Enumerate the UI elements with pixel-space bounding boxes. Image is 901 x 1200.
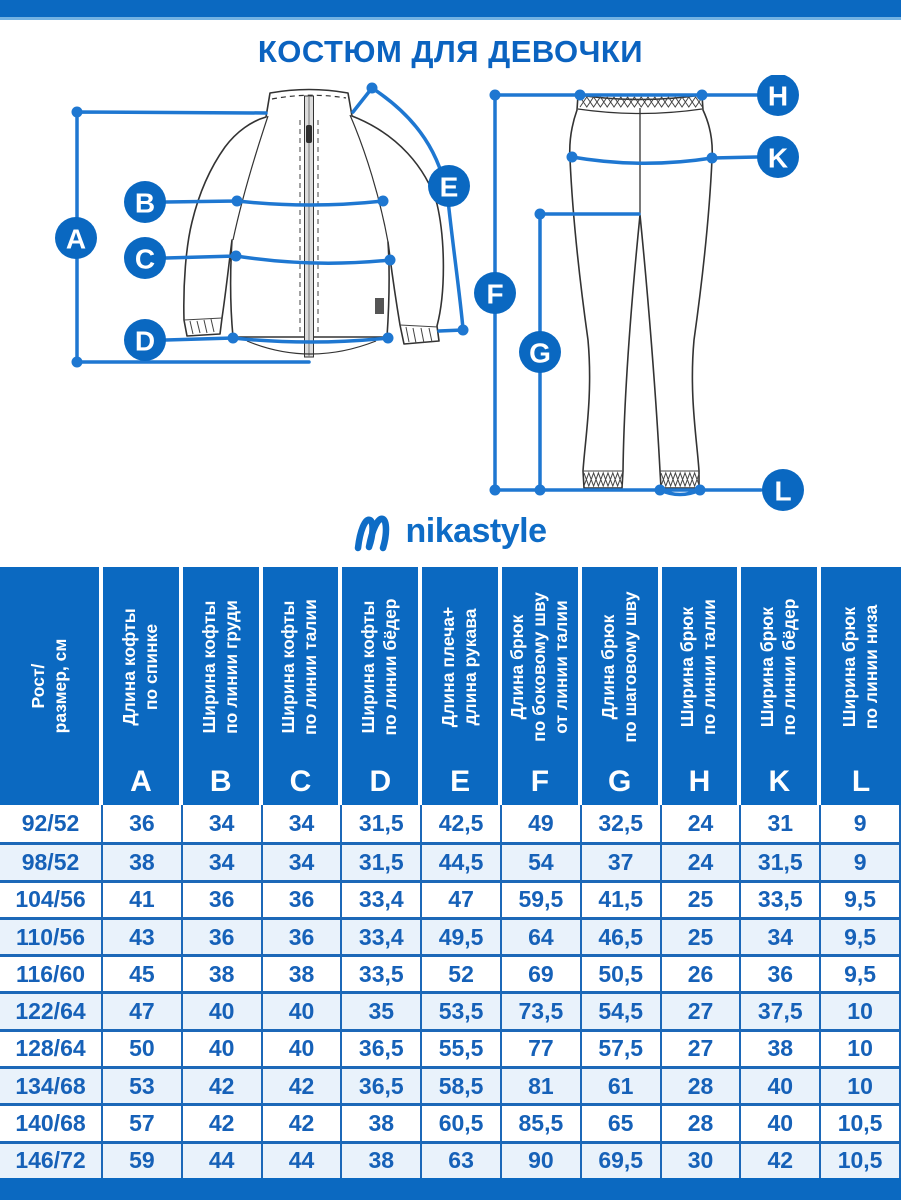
header-label-line: Длина кофты — [119, 608, 140, 726]
col-header-label — [839, 605, 883, 729]
measure-label-d — [124, 319, 166, 361]
label-g: G — [529, 337, 551, 369]
value-cell: 42 — [183, 1103, 263, 1140]
col-header-e — [422, 567, 502, 805]
value-cell: 30 — [662, 1141, 742, 1178]
header-label-line: по линии талии — [699, 599, 720, 735]
col-letter: K — [768, 765, 791, 798]
header-label-line: Ширина кофты — [358, 600, 379, 734]
value-cell: 36 — [263, 917, 343, 954]
value-cell: 38 — [183, 954, 263, 991]
value-cell: 44 — [263, 1141, 343, 1178]
size-cell: 104/56 — [0, 880, 103, 917]
value-cell: 69,5 — [582, 1141, 662, 1178]
value-cell: 41,5 — [582, 880, 662, 917]
value-cell: 9,5 — [821, 954, 901, 991]
value-cell: 49 — [502, 805, 582, 842]
value-cell: 90 — [502, 1141, 582, 1178]
col-letter: H — [688, 765, 711, 798]
col-header-g — [582, 567, 662, 805]
value-cell: 33,5 — [741, 880, 821, 917]
header-label-line: Длина брюк — [507, 614, 528, 720]
header-label-line: по линии талии — [300, 599, 321, 735]
value-cell: 36 — [183, 917, 263, 954]
table-row — [0, 1103, 901, 1140]
value-cell: 31,5 — [342, 805, 422, 842]
table-row — [0, 1029, 901, 1066]
value-cell: 38 — [263, 954, 343, 991]
value-cell: 40 — [741, 1103, 821, 1140]
table-row — [0, 991, 901, 1028]
size-cell: 140/68 — [0, 1103, 103, 1140]
value-cell: 57,5 — [582, 1029, 662, 1066]
value-cell: 40 — [263, 991, 343, 1028]
header-label-line: Длина брюк — [597, 614, 618, 720]
value-cell: 42 — [263, 1066, 343, 1103]
value-cell: 77 — [502, 1029, 582, 1066]
value-cell: 52 — [422, 954, 502, 991]
value-cell: 64 — [502, 917, 582, 954]
value-cell: 59 — [103, 1141, 183, 1178]
value-cell: 40 — [183, 991, 263, 1028]
header-label-line: по линии груди — [220, 600, 241, 734]
value-cell: 45 — [103, 954, 183, 991]
value-cell: 9 — [821, 805, 901, 842]
header-label-line: Ширина кофты — [278, 600, 299, 734]
page-title: КОСТЮМ ДЛЯ ДЕВОЧКИ — [257, 34, 644, 69]
header-label-line: по линии бёдер — [380, 598, 401, 736]
value-cell: 37,5 — [741, 991, 821, 1028]
col-header-label — [598, 591, 642, 742]
value-cell: 27 — [662, 1029, 742, 1066]
value-cell: 69 — [502, 954, 582, 991]
header-label-line: по шаговому шву — [619, 591, 640, 743]
header-label-line: Ширина брюк — [839, 606, 860, 728]
value-cell: 54,5 — [582, 991, 662, 1028]
label-e: E — [439, 171, 459, 203]
col-header-h — [662, 567, 742, 805]
value-cell: 38 — [342, 1103, 422, 1140]
table-row — [0, 954, 901, 991]
size-table — [0, 567, 901, 1178]
label-a: A — [65, 223, 87, 255]
value-cell: 44,5 — [422, 842, 502, 879]
col-letter: A — [130, 765, 152, 798]
value-cell: 36 — [741, 954, 821, 991]
value-cell: 27 — [662, 991, 742, 1028]
value-cell: 73,5 — [502, 991, 582, 1028]
value-cell: 54 — [502, 842, 582, 879]
value-cell: 36 — [103, 805, 183, 842]
value-cell: 42,5 — [422, 805, 502, 842]
header-label-line: Ширина кофты — [198, 600, 219, 734]
value-cell: 60,5 — [422, 1103, 502, 1140]
col-header-label — [279, 599, 323, 735]
value-cell: 46,5 — [582, 917, 662, 954]
value-cell: 44 — [183, 1141, 263, 1178]
value-cell: 40 — [183, 1029, 263, 1066]
value-cell: 33,4 — [342, 880, 422, 917]
col-header-l — [821, 567, 901, 805]
pants-diagram — [570, 95, 712, 488]
value-cell: 34 — [183, 805, 263, 842]
value-cell: 40 — [741, 1066, 821, 1103]
col-letter: E — [450, 765, 471, 798]
value-cell: 24 — [662, 805, 742, 842]
value-cell: 38 — [741, 1029, 821, 1066]
value-cell: 26 — [662, 954, 742, 991]
measure-label-k — [757, 136, 799, 178]
brand-logo-text: nikastyle — [405, 511, 547, 550]
value-cell: 10 — [821, 991, 901, 1028]
size-cell: 122/64 — [0, 991, 103, 1028]
value-cell: 43 — [103, 917, 183, 954]
measure-label-g — [519, 331, 561, 373]
table-row — [0, 1141, 901, 1178]
value-cell: 42 — [183, 1066, 263, 1103]
measure-line-d — [166, 338, 388, 342]
measurement-diagram — [0, 75, 901, 515]
col-header-label — [757, 598, 801, 735]
size-cell: 92/52 — [0, 805, 103, 842]
value-cell: 28 — [662, 1103, 742, 1140]
pants-outline — [570, 95, 712, 488]
label-h: H — [767, 80, 789, 112]
value-cell: 36 — [263, 880, 343, 917]
header-label-line: длина рукава — [460, 608, 481, 726]
value-cell: 41 — [103, 880, 183, 917]
jacket-side-tag — [375, 298, 384, 314]
measure-line-l — [495, 490, 761, 495]
value-cell: 81 — [502, 1066, 582, 1103]
measure-label-f — [474, 272, 516, 314]
col-header-label — [438, 607, 482, 727]
value-cell: 34 — [183, 842, 263, 879]
header-label-line: по спинке — [140, 623, 161, 711]
value-cell: 53,5 — [422, 991, 502, 1028]
header-label-line: по линии низа — [861, 604, 882, 730]
header-label-line: от линии талии — [550, 600, 571, 734]
col-header-k — [741, 567, 821, 805]
measure-label-e — [428, 165, 470, 207]
measure-label-a — [55, 217, 97, 259]
value-cell: 36,5 — [342, 1029, 422, 1066]
value-cell: 9 — [821, 842, 901, 879]
header-label-line: Рост/ — [27, 663, 48, 709]
value-cell: 50,5 — [582, 954, 662, 991]
jacket-zipper-pull — [306, 125, 312, 143]
col-header-d — [342, 567, 422, 805]
value-cell: 9,5 — [821, 917, 901, 954]
header-label-line: размер, см — [49, 638, 70, 734]
top-bar-accent-line — [0, 17, 901, 20]
value-cell: 28 — [662, 1066, 742, 1103]
col-header-label — [199, 600, 243, 734]
size-cell: 98/52 — [0, 842, 103, 879]
value-cell: 57 — [103, 1103, 183, 1140]
measure-label-l — [762, 469, 804, 511]
size-cell: 134/68 — [0, 1066, 103, 1103]
size-cell: 110/56 — [0, 917, 103, 954]
value-cell: 59,5 — [502, 880, 582, 917]
table-row — [0, 805, 901, 842]
value-cell: 31 — [741, 805, 821, 842]
measure-label-b — [124, 181, 166, 223]
value-cell: 10 — [821, 1029, 901, 1066]
value-cell: 42 — [741, 1141, 821, 1178]
measure-label-c — [124, 237, 166, 279]
top-bar — [0, 0, 901, 17]
value-cell: 55,5 — [422, 1029, 502, 1066]
col-header-label — [358, 598, 402, 735]
value-cell: 25 — [662, 917, 742, 954]
value-cell: 58,5 — [422, 1066, 502, 1103]
value-cell: 32,5 — [582, 805, 662, 842]
table-row — [0, 1066, 901, 1103]
value-cell: 49,5 — [422, 917, 502, 954]
value-cell: 35 — [342, 991, 422, 1028]
size-cell: 146/72 — [0, 1141, 103, 1178]
value-cell: 10,5 — [821, 1141, 901, 1178]
header-label-line: Ширина брюк — [757, 606, 778, 728]
value-cell: 63 — [422, 1141, 502, 1178]
value-cell: 36 — [183, 880, 263, 917]
label-c: C — [134, 243, 156, 275]
value-cell: 85,5 — [502, 1103, 582, 1140]
header-label-line: Длина плеча+ — [438, 606, 459, 728]
col-header-label — [119, 608, 163, 725]
col-header-size-label — [28, 639, 72, 734]
value-cell: 9,5 — [821, 880, 901, 917]
value-cell: 65 — [582, 1103, 662, 1140]
value-cell: 36,5 — [342, 1066, 422, 1103]
brand-logo-icon — [354, 509, 394, 553]
col-header-f — [502, 567, 582, 805]
label-l: L — [774, 475, 792, 507]
col-letter: B — [209, 765, 232, 798]
col-letter: G — [608, 765, 632, 798]
col-letter: D — [369, 765, 392, 798]
value-cell: 47 — [422, 880, 502, 917]
value-cell: 33,5 — [342, 954, 422, 991]
value-cell: 38 — [103, 842, 183, 879]
value-cell: 10 — [821, 1066, 901, 1103]
table-row — [0, 842, 901, 879]
table-row — [0, 917, 901, 954]
value-cell: 42 — [263, 1103, 343, 1140]
header-label-line: по боковому шву — [528, 592, 549, 742]
bottom-bar — [0, 1178, 901, 1200]
label-b: B — [134, 187, 156, 219]
col-header-label — [678, 599, 722, 735]
value-cell: 34 — [741, 917, 821, 954]
value-cell: 37 — [582, 842, 662, 879]
value-cell: 10,5 — [821, 1103, 901, 1140]
col-header-label — [507, 592, 573, 742]
table-row — [0, 880, 901, 917]
table-header-row — [0, 567, 901, 805]
value-cell: 34 — [263, 805, 343, 842]
value-cell: 47 — [103, 991, 183, 1028]
label-k: K — [767, 142, 789, 174]
brand-logo — [0, 506, 901, 556]
header-label-line: Ширина брюк — [677, 606, 698, 728]
col-header-c — [263, 567, 343, 805]
value-cell: 24 — [662, 842, 742, 879]
value-cell: 50 — [103, 1029, 183, 1066]
col-letter: L — [851, 765, 871, 798]
value-cell: 53 — [103, 1066, 183, 1103]
col-header-a — [103, 567, 183, 805]
label-f: F — [486, 278, 504, 310]
value-cell: 34 — [263, 842, 343, 879]
value-cell: 31,5 — [342, 842, 422, 879]
header-label-line: по линии бёдер — [779, 598, 800, 736]
col-header-b — [183, 567, 263, 805]
value-cell: 40 — [263, 1029, 343, 1066]
size-cell: 128/64 — [0, 1029, 103, 1066]
size-cell: 116/60 — [0, 954, 103, 991]
value-cell: 33,4 — [342, 917, 422, 954]
measure-label-h — [757, 75, 799, 116]
value-cell: 38 — [342, 1141, 422, 1178]
value-cell: 61 — [582, 1066, 662, 1103]
label-d: D — [134, 325, 156, 357]
jacket-diagram — [184, 90, 444, 358]
col-letter: F — [530, 765, 550, 798]
value-cell: 31,5 — [741, 842, 821, 879]
col-letter: C — [289, 765, 312, 798]
value-cell: 25 — [662, 880, 742, 917]
col-header-size — [0, 567, 103, 805]
